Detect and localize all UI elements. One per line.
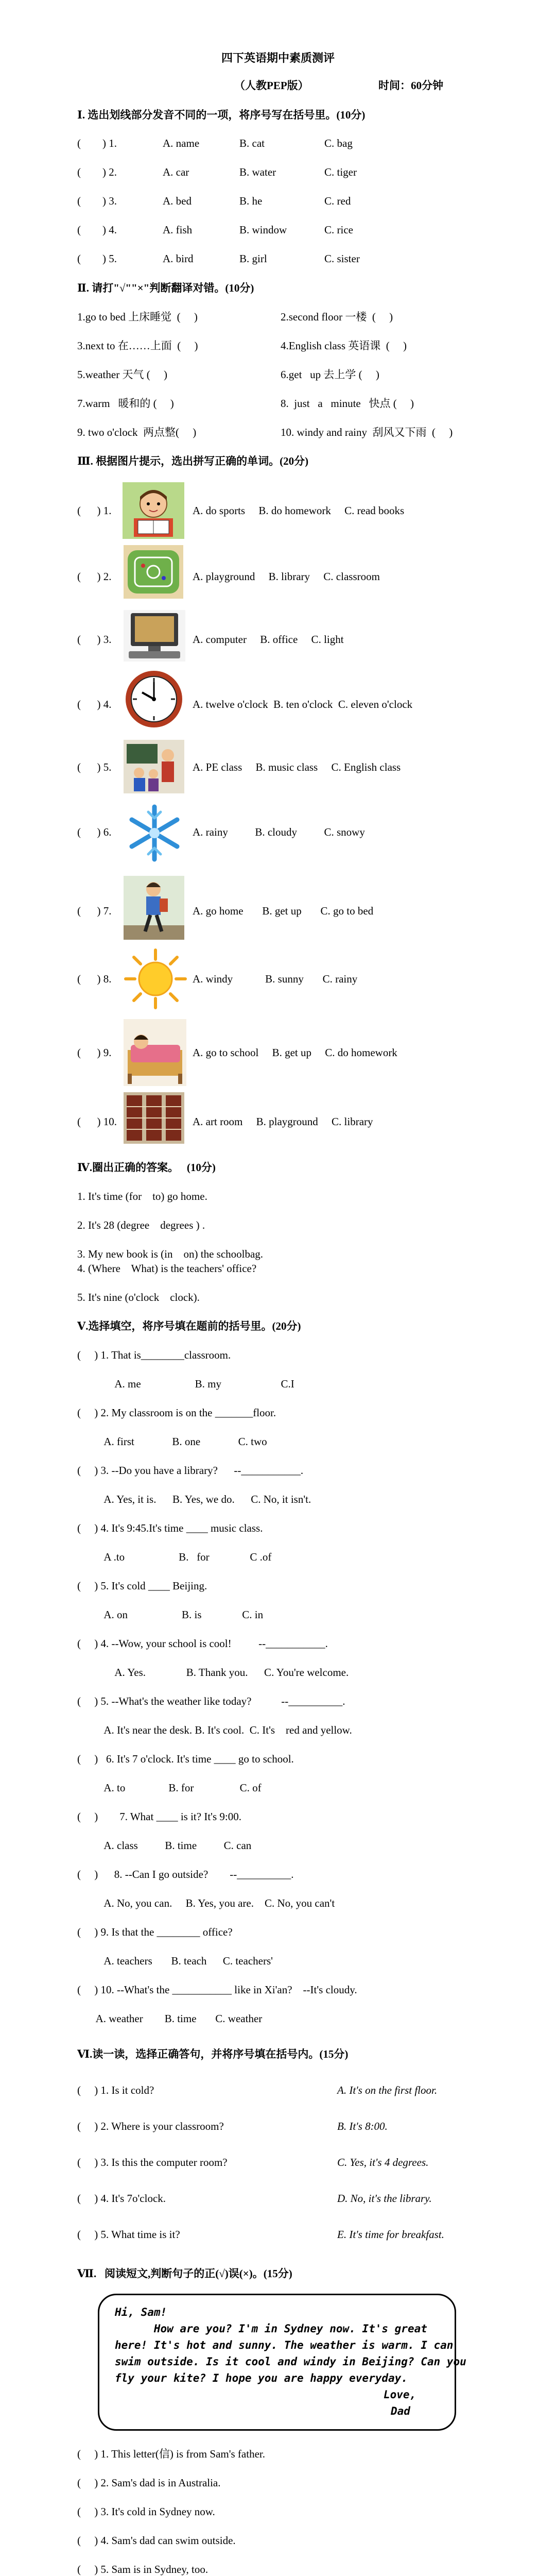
translation-item: 5.weather 天气 ( ) [77, 368, 167, 381]
section-1-heading: Ⅰ. 选出划线部分发音不同的一项，将序号写在括号里。(10分) [77, 109, 366, 121]
choice-options: A. first B. one C. two [77, 1435, 267, 1448]
match-answer: B. It's 8:00. [337, 2120, 388, 2132]
option-b: B. window [239, 224, 287, 236]
translation-item: 4.English class 英语课 ( ) [281, 340, 407, 352]
translation-item: 7.warm 暖和的 ( ) [77, 397, 174, 410]
sun-picture [124, 948, 187, 1010]
edition-label: （人教PEP版） [234, 79, 309, 92]
choice-options: A. on B. is C. in [77, 1608, 264, 1621]
match-question: ( ) 1. Is it cold? [77, 2084, 154, 2096]
choice-options: A. No, you can. B. Yes, you are. C. No, you can't [77, 1897, 335, 1909]
option-a: A. fish [163, 224, 193, 236]
circle-item: 2. It's 28 (degree degrees ) . [77, 1219, 205, 1231]
playground-picture [124, 545, 183, 599]
match-answer: A. It's on the first floor. [337, 2084, 438, 2096]
section-3-heading: Ⅲ. 根据图片提示，选出拼写正确的单词。(20分) [77, 455, 309, 467]
letter-closing: Love, [384, 2388, 416, 2401]
match-answer: D. No, it's the library. [337, 2192, 432, 2205]
match-answer: C. Yes, it's 4 degrees. [337, 2156, 429, 2168]
question-number: ( ) 2. [77, 166, 117, 178]
option-b: B. he [239, 195, 263, 207]
question-number: ( ) 1. [77, 504, 112, 517]
bookshelves-picture [124, 1092, 184, 1144]
letter-line: fly your kite? I hope you are happy everyday. [115, 2372, 408, 2384]
option-c: C. sister [324, 252, 360, 265]
circle-item: 1. It's time (for to) go home. [77, 1190, 207, 1202]
clock-picture [124, 669, 184, 730]
choice-options: A. to B. for C. of [77, 1782, 262, 1794]
option-a: A. bird [163, 252, 194, 265]
choice-question: ( ) 3. --Do you have a library? --___________. [77, 1464, 304, 1477]
true-false-item: ( ) 4. Sam's dad can swim outside. [77, 2534, 236, 2547]
option-b: B. cat [239, 137, 265, 149]
computer-picture [124, 610, 185, 662]
letter-line: How are you? I'm in Sydney now. It's great [115, 2323, 427, 2335]
option-a: A. bed [163, 195, 192, 207]
class-scene-picture [124, 740, 184, 793]
letter-greeting: Hi, Sam! [115, 2306, 167, 2318]
circle-item: 5. It's nine (o'clock clock). [77, 1291, 200, 1303]
question-number: ( ) 4. [77, 224, 117, 236]
letter-box [98, 2294, 466, 2431]
translation-item: 3.next to 在……上面 ( ) [77, 340, 198, 352]
choice-options: A. class B. time C. can [77, 1839, 252, 1852]
choice-options: A. teachers B. teach C. teachers' [77, 1955, 273, 1967]
translation-item: 1.go to bed 上床睡觉 ( ) [77, 311, 198, 323]
section-4-heading: Ⅳ.圈出正确的答案。 (10分) [77, 1161, 216, 1174]
snowflake-picture [124, 803, 185, 863]
choice-options: A. Yes, it is. B. Yes, we do. C. No, it isn't. [77, 1493, 311, 1505]
picture-options: A. twelve o'clock B. ten o'clock C. eleven o'clock [193, 698, 413, 710]
option-a: A. name [163, 137, 200, 149]
translation-item: 8. just a minute 快点 ( ) [281, 397, 414, 410]
picture-options: A. do sports B. do homework C. read books [193, 504, 405, 517]
translation-item: 9. two o'clock 两点整( ) [77, 426, 197, 438]
section-6-heading: Ⅵ.读一读，选择正确答句，并将序号填在括号内。(15分) [77, 2048, 349, 2060]
option-b: B. water [239, 166, 276, 178]
choice-question: ( ) 5. --What's the weather like today? --__________. [77, 1695, 345, 1707]
question-number: ( ) 5. [77, 252, 117, 265]
time-limit: 时间：60分钟 [378, 79, 443, 92]
picture-options: A. go home B. get up C. go to bed [193, 905, 374, 917]
choice-question: ( ) 1. That is________classroom. [77, 1349, 231, 1361]
girl-in-bed-picture [124, 1019, 186, 1086]
match-question: ( ) 3. Is this the computer room? [77, 2156, 228, 2168]
section-2-heading: Ⅱ. 请打"√""×"判断翻译对错。(10分) [77, 282, 254, 294]
option-c: C. bag [324, 137, 353, 149]
question-number: ( ) 5. [77, 761, 112, 773]
option-c: C. tiger [324, 166, 357, 178]
question-number: ( ) 9. [77, 1046, 112, 1059]
choice-question: ( ) 2. My classroom is on the _______floor. [77, 1406, 276, 1419]
letter-line: here! It's hot and sunny. The weather is warm. I can [115, 2339, 454, 2351]
choice-options: A .to B. for C .of [77, 1551, 272, 1563]
choice-options: A. Yes. B. Thank you. C. You're welcome. [77, 1666, 349, 1679]
circle-item: 3. My new book is (in on) the schoolbag. [77, 1248, 264, 1260]
option-c: C. red [324, 195, 351, 207]
question-number: ( ) 3. [77, 633, 112, 646]
choice-options: A. It's near the desk. B. It's cool. C. It's red and yellow. [77, 1724, 352, 1736]
picture-options: A. go to school B. get up C. do homework [193, 1046, 397, 1059]
match-question: ( ) 4. It's 7o'clock. [77, 2192, 166, 2205]
translation-item: 6.get up 去上学 ( ) [281, 368, 379, 381]
true-false-item: ( ) 3. It's cold in Sydney now. [77, 2505, 215, 2518]
true-false-item: ( ) 5. Sam is in Sydney, too. [77, 2563, 208, 2575]
letter-signature: Dad [391, 2405, 410, 2417]
picture-options: A. computer B. office C. light [193, 633, 344, 646]
true-false-item: ( ) 2. Sam's dad is in Australia. [77, 2477, 221, 2489]
question-number: ( ) 7. [77, 905, 112, 917]
question-number: ( ) 6. [77, 826, 112, 838]
picture-options: A. playground B. library C. classroom [193, 570, 380, 583]
question-number: ( ) 2. [77, 570, 112, 583]
choice-question: ( ) 6. It's 7 o'clock. It's time ____ go to school. [77, 1753, 294, 1765]
choice-question: ( ) 9. Is that the ________ office? [77, 1926, 233, 1938]
match-answer: E. It's time for breakfast. [337, 2228, 444, 2241]
picture-options: A. PE class B. music class C. English class [193, 761, 401, 773]
exam-title: 四下英语期中素质测评 [221, 52, 335, 64]
option-a: A. car [163, 166, 189, 178]
picture-options: A. windy B. sunny C. rainy [193, 973, 358, 985]
choice-question: ( ) 4. It's 9:45.It's time ____ music class. [77, 1522, 263, 1534]
question-number: ( ) 1. [77, 137, 117, 149]
boy-reading-picture [123, 482, 184, 539]
question-number: ( ) 8. [77, 973, 112, 985]
question-number: ( ) 3. [77, 195, 117, 207]
question-number: ( ) 10. [77, 1115, 117, 1128]
choice-options: A. me B. my C.I [77, 1378, 294, 1390]
translation-item: 10. windy and rainy 刮风又下雨 ( ) [281, 426, 453, 438]
picture-options: A. rainy B. cloudy C. snowy [193, 826, 365, 838]
choice-question: ( ) 7. What ____ is it? It's 9:00. [77, 1810, 241, 1823]
choice-question: ( ) 4. --Wow, your school is cool! --___________. [77, 1637, 328, 1650]
picture-options: A. art room B. playground C. library [193, 1115, 373, 1128]
translation-item: 2.second floor 一楼 ( ) [281, 311, 393, 323]
circle-item: 4. (Where What) is the teachers' office? [77, 1262, 257, 1275]
choice-question: ( ) 10. --What's the ___________ like in Xi'an? --It's cloudy. [77, 1984, 357, 1996]
option-c: C. rice [324, 224, 353, 236]
true-false-item: ( ) 1. This letter(信) is from Sam's father. [77, 2448, 265, 2460]
section-7-heading: Ⅶ. 阅读短文,判断句子的正(√)误(×)。(15分) [77, 2267, 292, 2280]
match-question: ( ) 5. What time is it? [77, 2228, 180, 2241]
choice-options: A. weather B. time C. weather [77, 2012, 263, 2025]
option-b: B. girl [239, 252, 267, 265]
match-question: ( ) 2. Where is your classroom? [77, 2120, 224, 2132]
choice-question: ( ) 5. It's cold ____ Beijing. [77, 1580, 207, 1592]
section-5-heading: Ⅴ.选择填空，将序号填在题前的括号里。(20分) [77, 1320, 301, 1332]
letter-line: swim outside. Is it cool and windy in Beijing? Can you [115, 2355, 466, 2368]
walking-boy-picture [124, 876, 184, 940]
question-number: ( ) 4. [77, 698, 112, 710]
choice-question: ( ) 8. --Can I go outside? --__________. [77, 1868, 294, 1880]
